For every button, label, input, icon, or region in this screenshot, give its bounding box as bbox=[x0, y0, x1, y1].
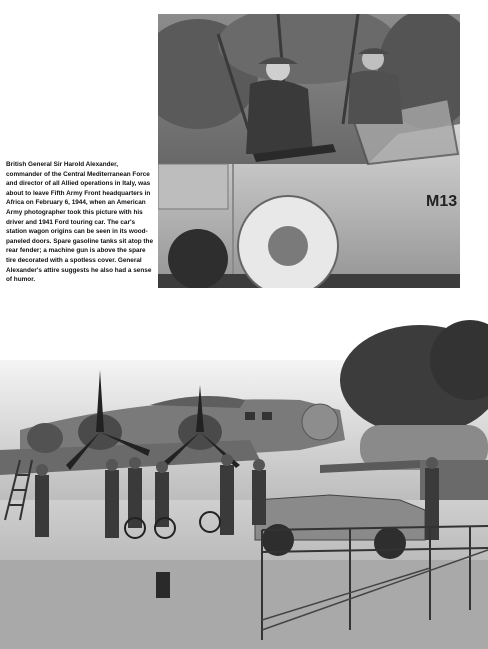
yankee-doodle-bomber-photo bbox=[0, 300, 488, 649]
photo-illustration bbox=[0, 300, 488, 649]
car-marking: M13 bbox=[426, 193, 458, 210]
general-alexander-car-photo bbox=[158, 14, 460, 288]
photo-illustration bbox=[158, 14, 460, 288]
caption-top: British General Sir Harold Alexander, commander of the Central Mediterranean Force and director of all Allied operations in Italy, was about to leave Fifth Army Front headquarters in Africa on February 6, 1944, when an American Army photographer took this picture with his driver and 1941 Ford touring car. The car's station wagon origins can be seen in its wood-paneled doors. Spare gasoline tanks sit atop the rear fender; a machine gun is above the spare tire decorated with a spotless cover. General Alexander's attire suggests he also had a sense of humor. bbox=[6, 161, 154, 284]
